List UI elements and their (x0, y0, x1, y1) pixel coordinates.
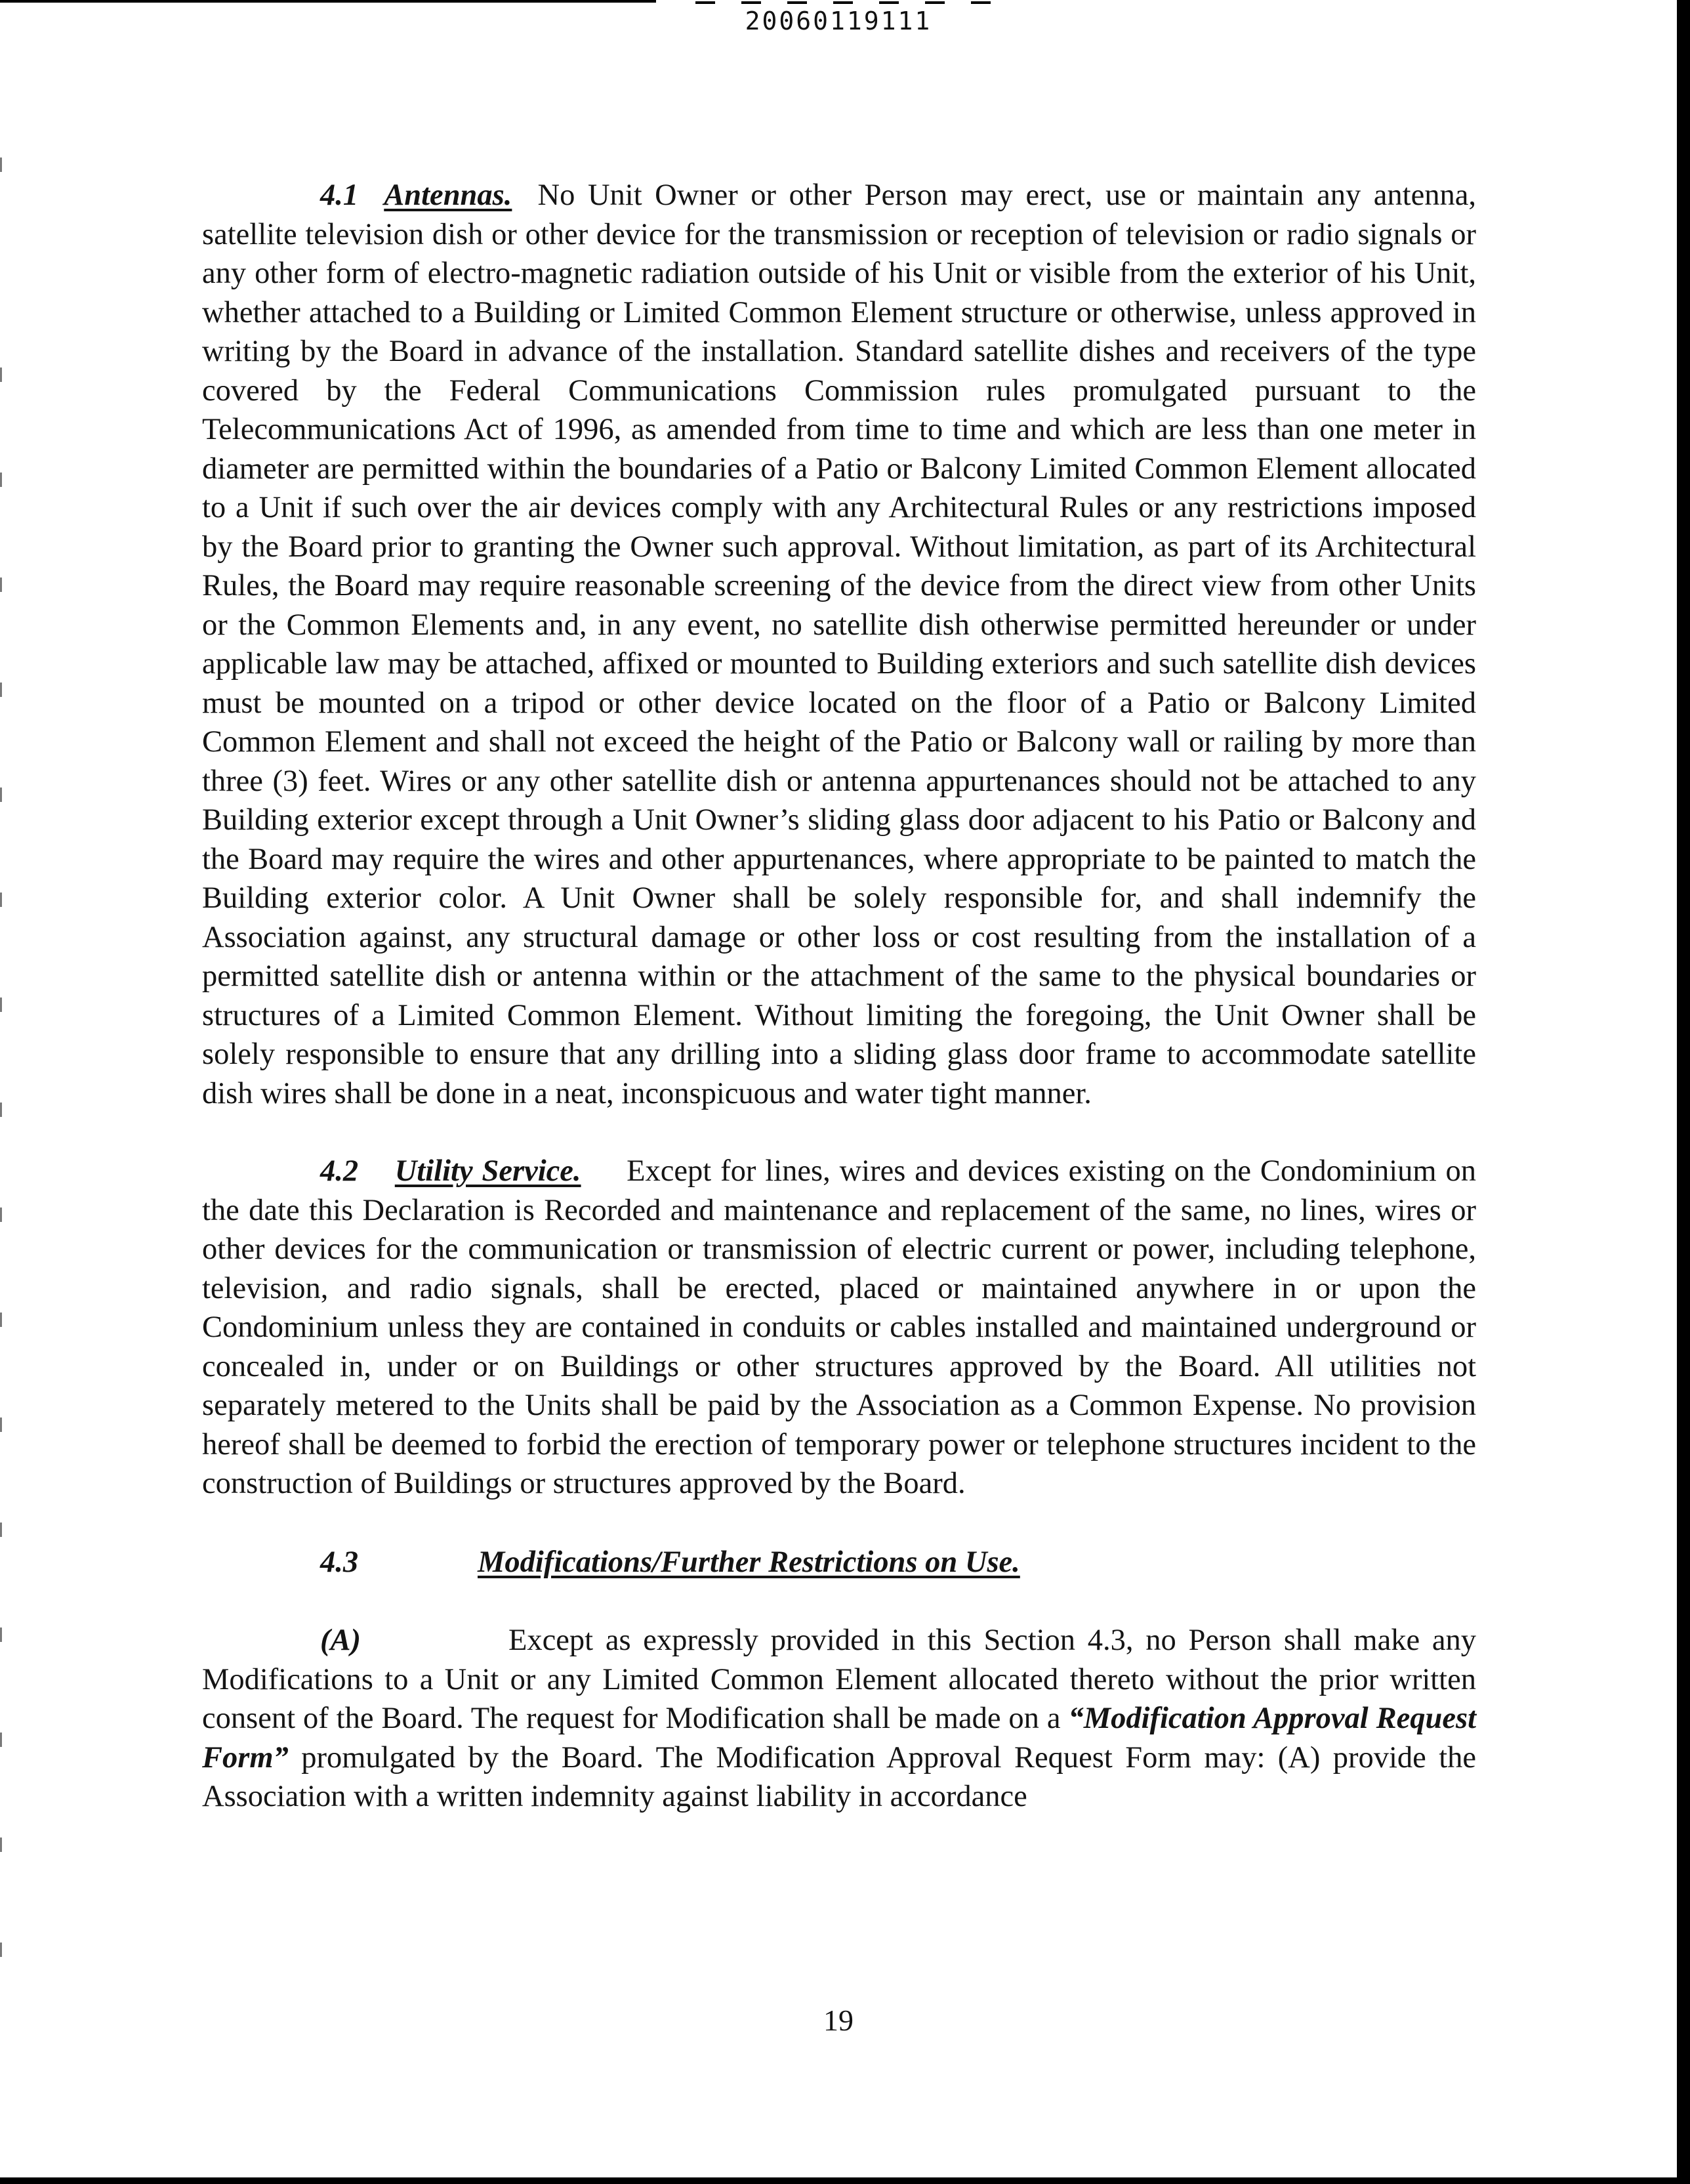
scan-bottom-border (0, 2177, 1690, 2184)
scan-left-tick (0, 368, 2, 382)
scan-top-rule (0, 0, 656, 3)
subsection-text: Except as expressly provided in this Section 4.3, no Person shall make any Modifications to a Unit or any Limited Common Element allocated thereto without the prior written consent of the Board. The request for Modification shall be made on a (202, 1624, 1477, 1735)
section-number: 4.2 (320, 1154, 359, 1188)
section-number: 4.3 (320, 1545, 359, 1579)
subsection-a-paragraph (202, 1621, 1476, 1816)
section-number: 4.1 (320, 178, 359, 212)
scan-left-tick (0, 1102, 2, 1117)
body-text (202, 176, 1476, 1816)
scan-right-border (1677, 0, 1690, 2184)
scan-left-tick (0, 1208, 2, 1222)
scan-left-tick (0, 158, 2, 172)
document-number: 20060119111 (745, 7, 932, 35)
scan-left-tick (0, 1942, 2, 1957)
scan-left-tick (0, 1522, 2, 1537)
scan-left-tick (0, 578, 2, 592)
section-text: Except for lines, wires and devices existing on the Condominium on the date this Declaration is Recorded and maintenance and replacement of the same, no lines, wires or other devices for the communication or transmission of electric current or power, including telephone, television, and radio signals, shall be erected, placed or maintained anywhere in or upon the Condominium unless they are contained in conduits or cables installed and maintained underground or concealed in, under or on Buildings or other structures approved by the Board. All utilities not separately metered to the Units shall be paid by the Association as a Common Expense. No provision hereof shall be deemed to forbid the erection of temporary power or telephone structures incident to the construction of Buildings or structures approved by the Board. (202, 1154, 1477, 1500)
scan-top-dash (741, 1, 761, 4)
section-caption: Modifications/Further Restrictions on Use. (478, 1545, 1020, 1579)
scan-top-dash (695, 1, 715, 4)
subsection-text: promulgated by the Board. The Modification Approval Request Form may: (A) provide the Association with a written indemnity against liability in accordance (202, 1740, 1477, 1813)
section-4-1-paragraph (202, 176, 1476, 1113)
section-caption: Utility Service. (394, 1154, 581, 1188)
scan-left-tick (0, 682, 2, 697)
section-text: No Unit Owner or other Person may erect, use or maintain any antenna, satellite television dish or other device for the transmission or reception of television or radio signals or any other form of electro-magnetic radiation outside of his Unit or visible from the exterior of his Unit, whether attached to a Building or Limited Common Element structure or otherwise, unless approved in writing by the Board in advance of the installation. Standard satellite dishes and receivers of the type covered by the Federal Communications Commission rules promulgated pursuant to the Telecommunications Act of 1996, as amended from time to time and which are less than one meter in diameter are permitted within the boundaries of a Patio or Balcony Limited Common Element allocated to a Unit if such over the air devices comply with any Architectural Rules or any restrictions imposed by the Board prior to granting the Owner such approval. Without limitation, as part of its Architectural Rules, the Board may require reasonable screening of the device from the direct view from other Units or the Common Elements and, in any event, no satellite dish otherwise permitted hereunder or under applicable law may be attached, affixed or mounted to Building exteriors and such satellite dish devices must be mounted on a tripod or other device located on the floor of a Patio or Balcony Limited Common Element and shall not exceed the height of the Patio or Balcony wall or railing by more than three (3) feet. Wires or any other satellite dish or antenna appurtenances should not be attached to any Building exterior except through a Unit Owner’s sliding glass door adjacent to his Patio or Balcony and the Board may require the wires and other appurtenances, where appropriate to be painted to match the Building exterior color. A Unit Owner shall be solely responsible for, and shall indemnify the Association against, any structural damage or other loss or cost resulting from the installation of a permitted satellite dish or antenna within or the attachment of the same to the physical boundaries or structures of a Limited Common Element. Without limiting the foregoing, the Unit Owner shall be solely responsible to ensure that any drilling into a sliding glass door frame to accommodate satellite dish wires shall be done in a neat, inconspicuous and water tight manner. (202, 178, 1477, 1110)
scan-left-tick (0, 788, 2, 802)
scan-left-tick (0, 472, 2, 487)
scan-top-dash (833, 1, 853, 4)
section-4-3-heading (202, 1543, 1476, 1582)
section-caption: Antennas. (384, 178, 512, 212)
scan-top-dash (925, 1, 945, 4)
scan-left-tick (0, 1628, 2, 1642)
section-4-2-paragraph (202, 1152, 1476, 1503)
scan-top-dash (971, 1, 991, 4)
scan-left-tick (0, 1732, 2, 1747)
scan-left-tick (0, 998, 2, 1012)
scan-top-dash (787, 1, 807, 4)
subsection-label: (A) (320, 1624, 361, 1657)
scan-left-tick (0, 1838, 2, 1852)
defined-term: “Modification Approval Request Form” (202, 1702, 1477, 1774)
scan-left-tick (0, 1418, 2, 1432)
scan-left-tick (0, 1312, 2, 1327)
page-number: 19 (823, 2004, 854, 2037)
scan-top-dash (879, 1, 899, 4)
scan-left-tick (0, 892, 2, 907)
